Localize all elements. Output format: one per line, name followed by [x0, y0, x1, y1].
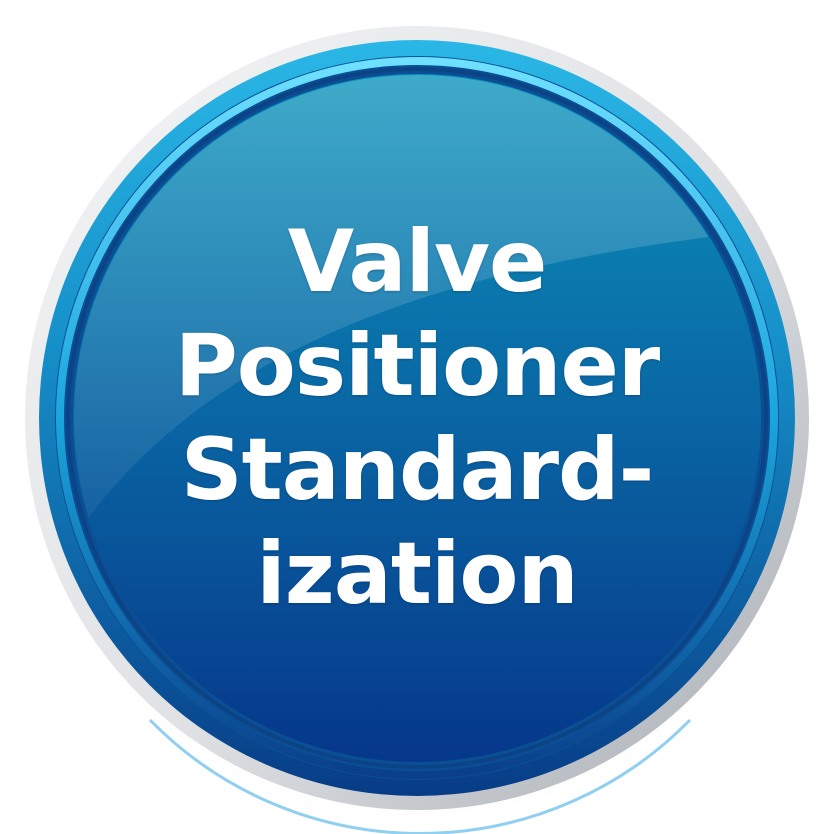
badge-title-line-4: ization — [256, 524, 578, 624]
badge-title-line-3: Standard- — [180, 420, 654, 520]
badge-title-line-1: Valve — [287, 212, 547, 312]
badge-title — [67, 210, 767, 626]
badge-title-line-2: Positioner — [174, 316, 660, 416]
